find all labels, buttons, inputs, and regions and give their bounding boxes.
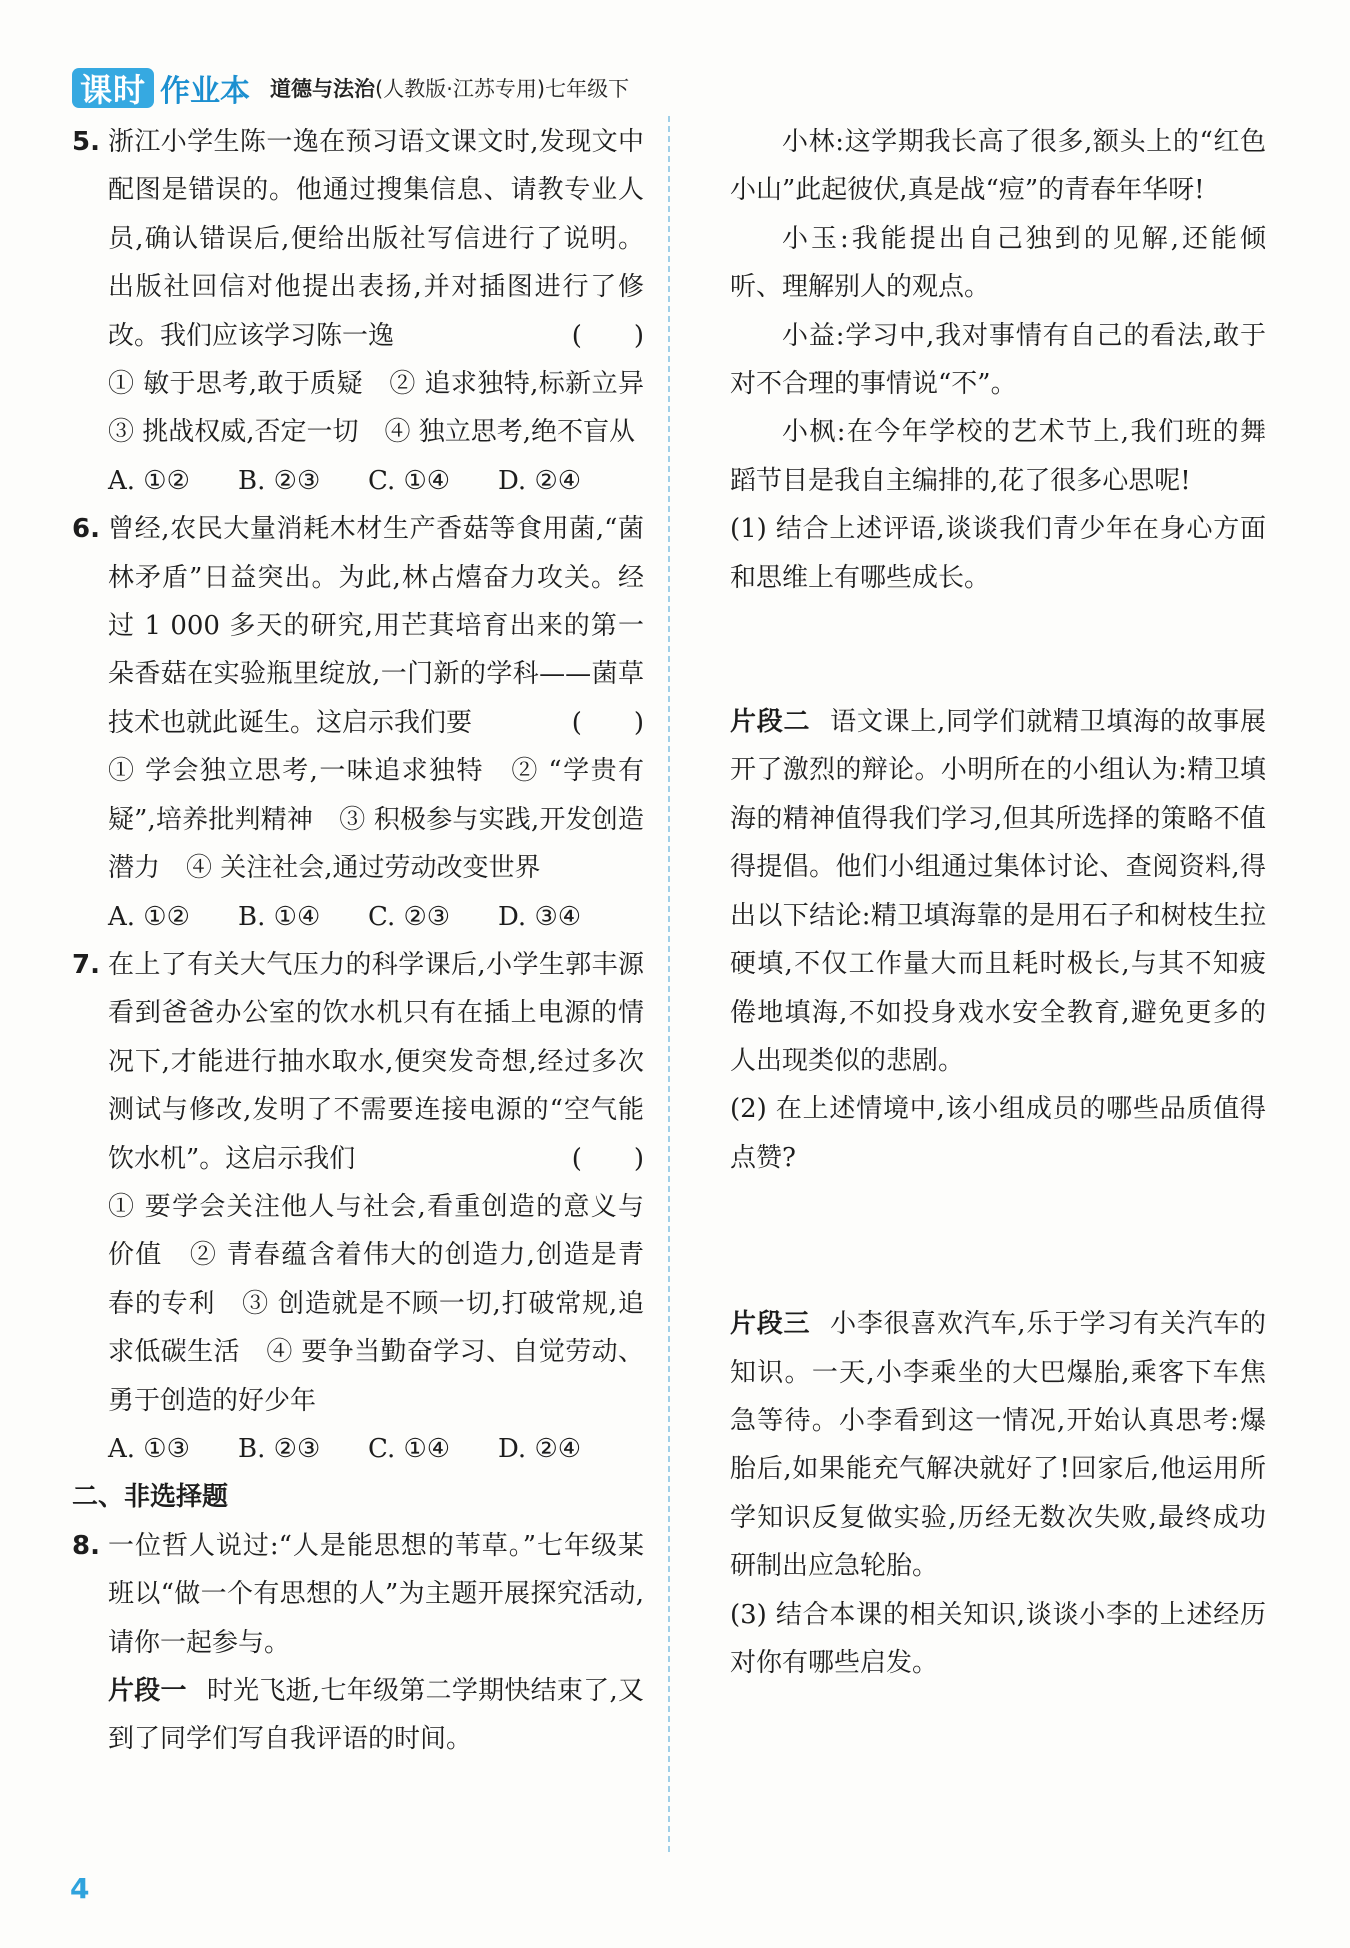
answer-space [730,1182,1266,1300]
fragment-2 [730,698,1266,1085]
sub-question-2: (2) 在上述情境中,该小组成员的哪些品质值得点赞? [730,1094,1266,1173]
sub-question-3: (3) 结合本课的相关知识,谈谈小李的上述经历对你有哪些启发。 [730,1599,1266,1678]
question-8 [72,1522,644,1764]
question-statements: ① 学会独立思考,一味追求独特 ② “学贵有疑”,培养批判精神 ③ 积极参与实践,开发创造潜力 ④ 关注社会,通过劳动改变世界 [108,756,644,884]
option-c: C. ②③ [368,901,451,932]
option-a: A. ①② [108,465,190,496]
quote-xiaoyu: 小玉:我能提出自己独到的见解,还能倾听、理解别人的观点。 [730,223,1266,303]
option-a: A. ①② [108,901,190,932]
option-a: A. ①③ [108,1433,190,1464]
question-number: 8. [72,1530,100,1561]
fragment-label: 片段一 [108,1676,187,1706]
answer-options [108,1425,628,1473]
option-b: B. ②③ [238,465,321,496]
logo-main-text: 课时 [80,71,147,109]
left-column [72,118,671,1764]
option-b: B. ②③ [238,1433,321,1464]
question-6 [72,505,644,941]
question-statements: ① 敏于思考,敢于质疑 ② 追求独特,标新立异 ③ 挑战权威,否定一切 ④ 独立思考,绝不盲从 [108,369,671,448]
question-number: 6. [72,514,100,545]
answer-blank: ( ) [571,1143,644,1174]
sub-question-1: (1) 结合上述评语,谈谈我们青少年在身心方面和思维上有哪些成长。 [730,514,1266,593]
question-5 [72,118,671,505]
option-c: C. ①④ [368,1433,451,1464]
fragment-label: 片段三 [730,1309,811,1340]
fragment-text: 小李很喜欢汽车,乐于学习有关汽车的知识。一天,小李乘坐的大巴爆胎,乘客下车焦急等待。小李看到这一情况,开始认真思考:爆胎后,如果能充气解决就好了!回家后,他运用所学知识反复做实验,历经无数次失败,最终成功研制出应急轮胎。 [730,1309,1266,1582]
section-heading: 二、非选择题 [72,1482,229,1513]
logo-rest-text: 作业本 [160,74,251,109]
answer-blank: ( ) [571,707,644,738]
question-stem: 一位哲人说过:“人是能思想的苇草。”七年级某班以“做一个有思想的人”为主题开展探究活动,请你一起参与。 [108,1530,644,1658]
fragment-text: 时光飞逝,七年级第二学期快结束了,又到了同学们写自我评语的时间。 [108,1676,644,1755]
quote-xiaolin: 小林:这学期我长高了很多,额头上的“红色小山”此起彼伏,真是战“痘”的青春年华呀! [730,127,1266,206]
question-number: 5. [72,127,100,157]
question-7 [72,941,644,1473]
quote-xiaoyi: 小益:学习中,我对事情有自己的看法,敢于对不合理的事情说“不”。 [730,320,1266,400]
question-number: 7. [72,949,100,980]
quote-xiaofeng: 小枫:在今年学校的艺术节上,我们班的舞蹈节目是我自主编排的,花了很多心思呢! [730,417,1266,496]
question-stem: 在上了有关大气压力的科学课后,小学生郭丰源看到爸爸办公室的饮水机只有在插上电源的情况下,才能进行抽水取水,便突发奇想,经过多次测试与修改,发明了不需要连接电源的“空气能饮水机”。这启示我们 ( ) [108,941,644,1183]
answer-options [108,893,628,941]
answer-space [730,602,1266,698]
question-stem: 浙江小学生陈一逸在预习语文课文时,发现文中配图是错误的。他通过搜集信息、请教专业人员,确认错误后,便给出版社写信进行了说明。出版社回信对他提出表扬,并对插图进行了修改。我们应该学习陈一逸 ( ) [108,118,644,360]
option-d: D. ②④ [498,465,582,496]
question-stem: 曾经,农民大量消耗木材生产香菇等食用菌,“菌林矛盾”日益突出。为此,林占熺奋力攻关。经过 1 000 多天的研究,用芒萁培育出来的第一朵香菇在实验瓶里绽放,一门新的学科——菌草技术也就此诞生。这启示我们要 ( ) [108,505,644,747]
brand-logo [72,68,154,108]
page-header [72,64,629,112]
right-column [730,118,1266,1687]
option-d: D. ②④ [498,1433,582,1464]
option-d: D. ③④ [498,901,582,932]
option-b: B. ①④ [238,901,321,932]
subject-title: 道德与法治 [270,77,376,101]
question-statements: ① 要学会关注他人与社会,看重创造的意义与价值 ② 青春蕴含着伟大的创造力,创造是青春的专利 ③ 创造就是不顾一切,打破常规,追求低碳生活 ④ 要争当勤奋学习、自觉劳动、勇于创造的好少年 [108,1191,644,1416]
answer-options [108,457,628,505]
edition-label: (人教版·江苏专用)七年级下 [375,77,630,101]
fragment-text: 语文课上,同学们就精卫填海的故事展开了激烈的辩论。小明所在的小组认为:精卫填海的精神值得我们学习,但其所选择的策略不值得提倡。他们小组通过集体讨论、查阅资料,得出以下结论:精卫填海靠的是用石子和树枝生拉硬填,不仅工作量大而且耗时极长,与其不知疲倦地填海,不如投身戏水安全教育,避免更多的人出现类似的悲剧。 [730,707,1266,1076]
page-number: 4 [70,1872,90,1905]
fragment-1 [108,1667,644,1764]
fragment-3 [730,1300,1266,1590]
answer-blank: ( ) [571,320,644,351]
option-c: C. ①④ [368,465,451,496]
fragment-label: 片段二 [730,707,811,738]
